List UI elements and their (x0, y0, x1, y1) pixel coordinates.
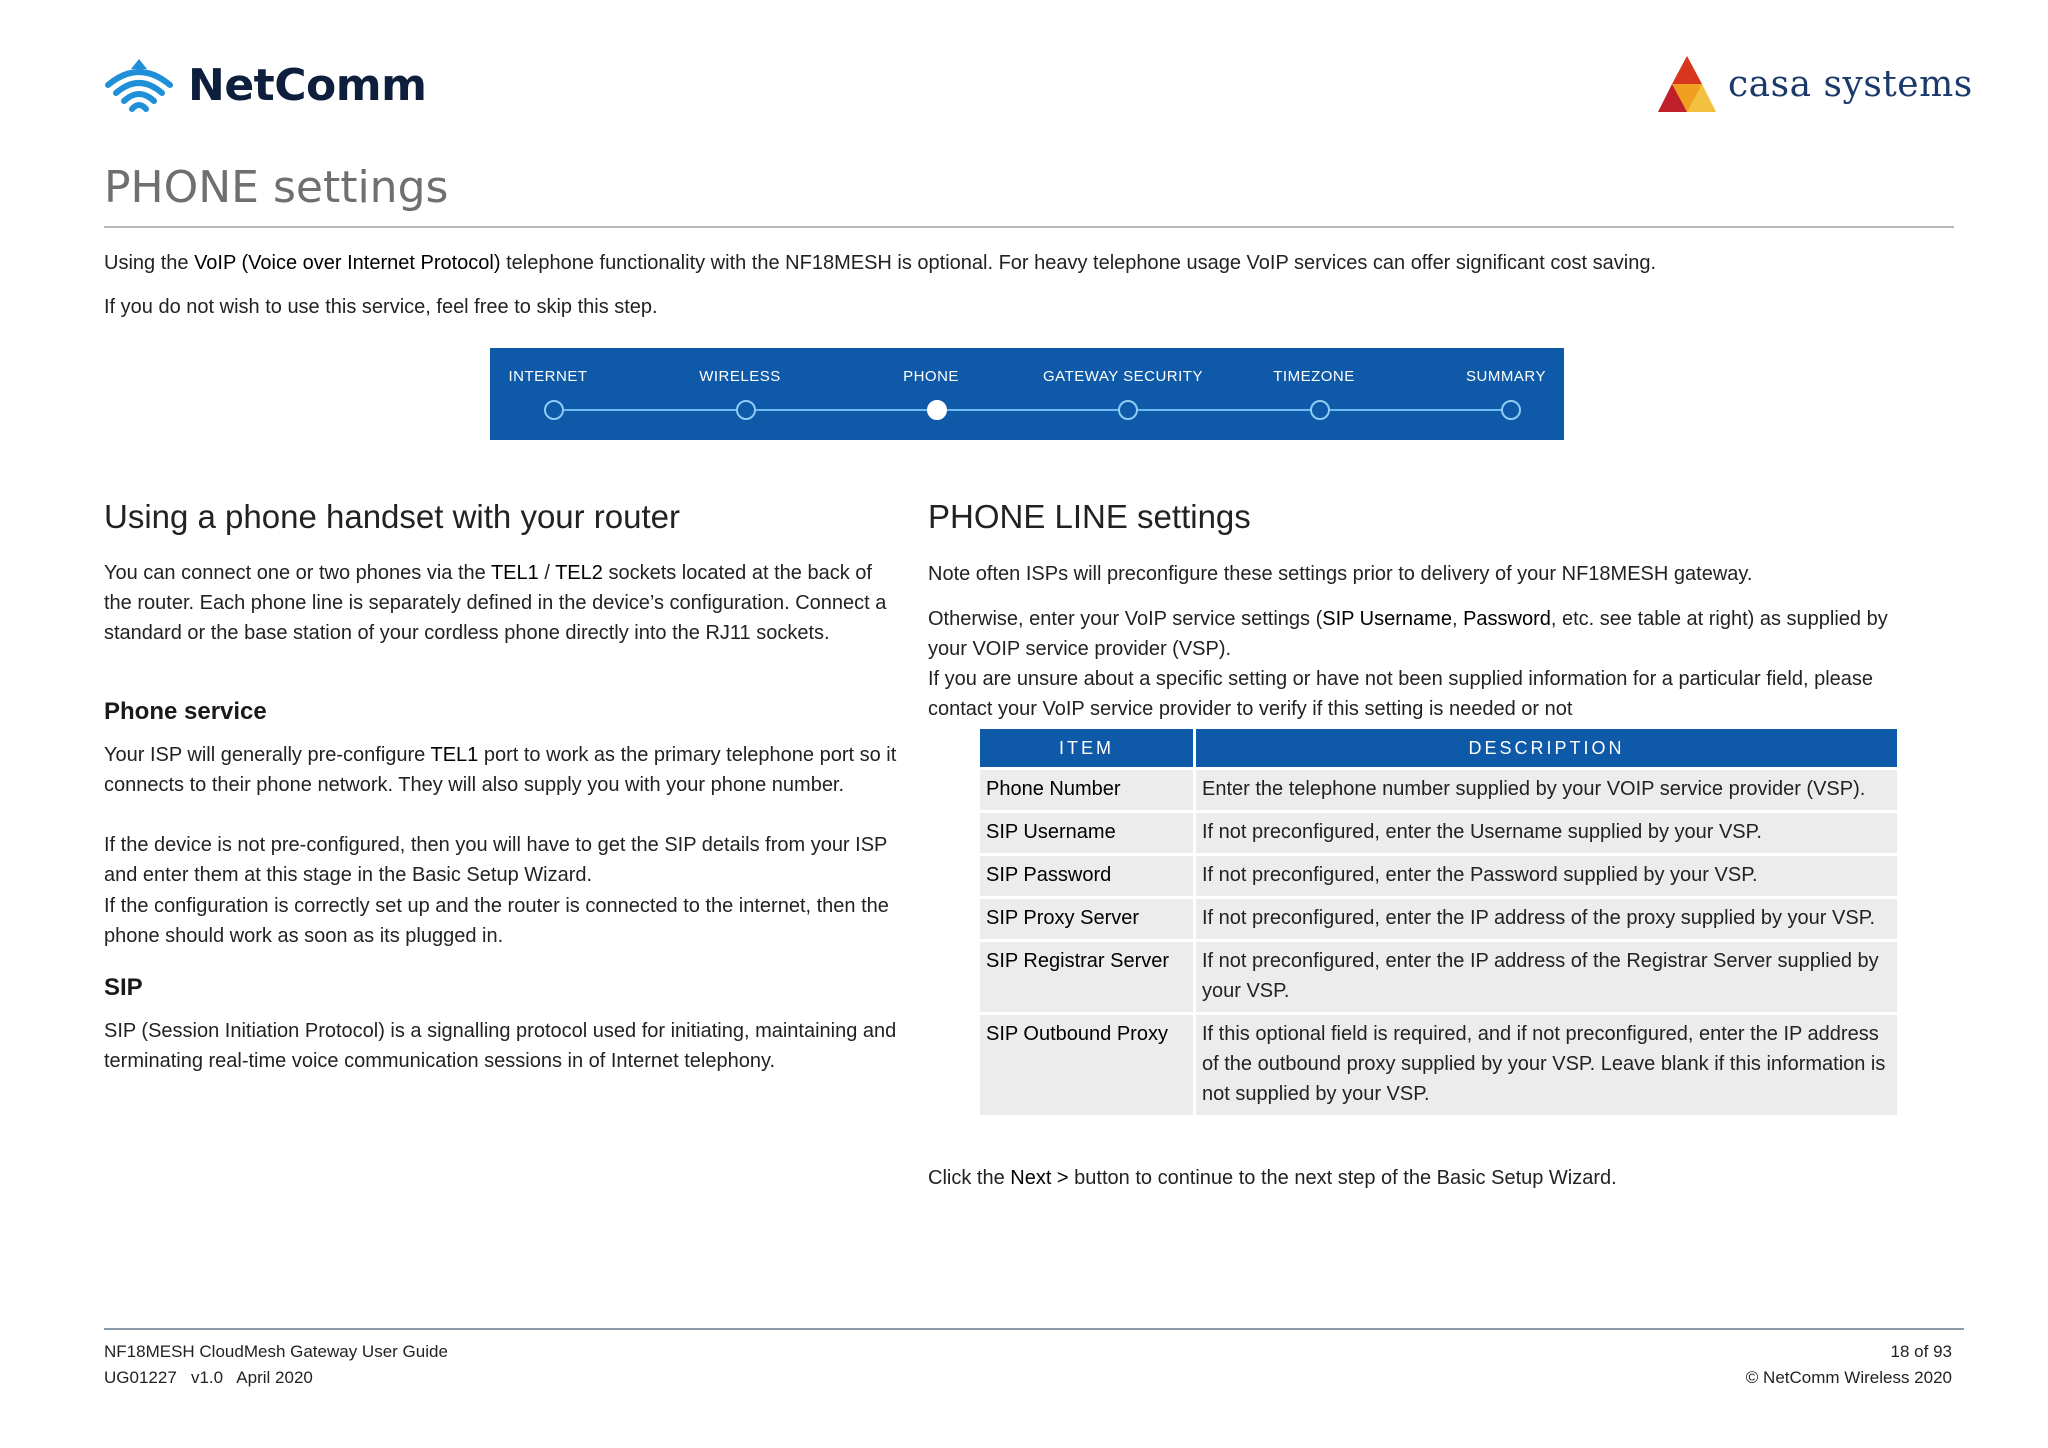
phone-service-paragraph-2: If the device is not pre-configured, then you will have to get the SIP details from your ISP and enter them at this stage in the Basic Setup Wizard. (104, 834, 888, 886)
table-cell-description: If not preconfigured, enter the IP address of the proxy supplied by your VSP. (1196, 896, 1897, 939)
tel1-term: TEL1 (490, 562, 539, 584)
wizard-step-internet-dot (544, 400, 564, 420)
intro-line-1 (104, 248, 1964, 278)
text: , etc. see table at right) as supplied by your VOIP service provider (VSP). (928, 608, 1888, 660)
tel1-term: TEL1 (430, 744, 479, 766)
text: , (1451, 608, 1464, 630)
phone-line-unsure-paragraph: If you are unsure about a specific setting or have not been supplied information for a particular field, please contact your VoIP service provider to verify if this setting is needed or not (928, 668, 1874, 720)
netcomm-brand-text: NetComm (188, 59, 427, 111)
text: Otherwise, enter your VoIP service settings ( (928, 608, 1323, 630)
table-row (980, 896, 1897, 939)
wizard-step-summary-dot (1501, 400, 1521, 420)
table-header-description: DESCRIPTION (1196, 729, 1897, 767)
wizard-step-gateway-security-dot (1118, 400, 1138, 420)
intro-text: Using the (104, 252, 195, 274)
text: button to continue to the next step of the Basic Setup Wizard. (1068, 1167, 1617, 1189)
intro-voip-term: VoIP (Voice over Internet Protocol) (194, 252, 501, 274)
text: / (538, 562, 556, 584)
phone-service-heading: Phone service (104, 698, 267, 725)
setup-wizard-progress (490, 348, 1564, 440)
page-title: PHONE settings (104, 162, 449, 213)
table-header-item: ITEM (980, 729, 1196, 767)
sip-paragraph: SIP (Session Initiation Protocol) is a signalling protocol used for initiating, maintaining and terminating real-time voice communication sessions in of Internet telephony. (104, 1020, 897, 1072)
wifi-signal-icon (104, 55, 174, 115)
text: Click the (928, 1167, 1011, 1189)
table-cell-description: If not preconfigured, enter the IP address of the Registrar Server supplied by your VSP. (1196, 939, 1897, 1012)
wizard-step-summary-label: SUMMARY (1466, 368, 1546, 385)
wizard-step-wireless-label: WIRELESS (699, 368, 781, 385)
footer-divider (104, 1328, 1964, 1330)
wizard-step-phone-label: PHONE (903, 368, 959, 385)
table-cell-item: SIP Registrar Server (980, 939, 1196, 1012)
sip-username-term: SIP Username (1322, 608, 1452, 630)
wizard-progress-line (554, 409, 1512, 411)
phone-service-paragraph (104, 740, 900, 800)
table-row (980, 810, 1897, 853)
tel2-term: TEL2 (555, 562, 603, 584)
wizard-step-timezone-label: TIMEZONE (1273, 368, 1355, 385)
phone-service-paragraph-3: If the configuration is correctly set up and the router is connected to the internet, then the phone should work as soon as its plugged in. (104, 895, 889, 947)
footer-page-number: 18 of 93 (1890, 1342, 1952, 1361)
wizard-step-phone-dot-active (927, 400, 947, 420)
footer-copyright: © NetComm Wireless 2020 (1745, 1368, 1952, 1387)
intro-line-2: If you do not wish to use this service, feel free to skip this step. (104, 296, 658, 318)
table-cell-item: Phone Number (980, 767, 1196, 810)
table-cell-description: If not preconfigured, enter the Password supplied by your VSP. (1196, 853, 1897, 896)
sip-heading: SIP (104, 974, 143, 1001)
footer-guide-title: NF18MESH CloudMesh Gateway User Guide (104, 1342, 448, 1361)
table-cell-item: SIP Proxy Server (980, 896, 1196, 939)
footer-version: UG01227 v1.0 April 2020 (104, 1368, 313, 1387)
casa-triangle-icon (1656, 54, 1718, 114)
intro-text: telephone functionality with the NF18MESH is optional. For heavy telephone usage VoIP services can offer significant cost saving. (500, 252, 1656, 274)
text: Your ISP will generally pre-configure (104, 744, 431, 766)
table-row (980, 1012, 1897, 1115)
handset-section-heading: Using a phone handset with your router (104, 498, 681, 535)
next-step-paragraph (928, 1163, 1928, 1193)
table-cell-item: SIP Outbound Proxy (980, 1012, 1196, 1115)
table-row (980, 853, 1897, 896)
wizard-step-timezone-dot (1310, 400, 1330, 420)
table-cell-item: SIP Username (980, 810, 1196, 853)
casa-brand-text: casa systems (1728, 63, 1973, 105)
phone-line-paragraph (928, 604, 1928, 664)
phone-line-note: Note often ISPs will preconfigure these settings prior to delivery of your NF18MESH gateway. (928, 563, 1753, 585)
table-cell-description: If not preconfigured, enter the Username supplied by your VSP. (1196, 810, 1897, 853)
phone-line-settings-table (980, 729, 1897, 1115)
wizard-step-wireless-dot (736, 400, 756, 420)
casa-systems-logo (1656, 54, 1973, 114)
phone-line-section-heading: PHONE LINE settings (928, 498, 1251, 535)
title-divider (104, 226, 1954, 228)
text: sockets located at the back of the router. Each phone line is separately defined in the device’s configuration. Connect a standard or the base station of your cordless phone directly into the RJ11 sockets. (104, 562, 887, 644)
wizard-step-internet-label: INTERNET (508, 368, 588, 385)
table-cell-description: If this optional field is required, and if not preconfigured, enter the IP address of the outbound proxy supplied by your VSP. Leave blank if this information is not supplied by your VSP. (1196, 1012, 1897, 1115)
table-header-row (980, 729, 1897, 767)
table-cell-description: Enter the telephone number supplied by your VOIP service provider (VSP). (1196, 767, 1897, 810)
table-row (980, 767, 1897, 810)
table-cell-item: SIP Password (980, 853, 1196, 896)
text: port to work as the primary telephone port so it connects to their phone network. They will also supply you with your phone number. (104, 744, 897, 796)
wizard-step-gateway-security-label: GATEWAY SECURITY (1043, 368, 1203, 385)
netcomm-logo (104, 50, 426, 120)
handset-paragraph (104, 558, 900, 648)
password-term: Password (1463, 608, 1551, 630)
next-button-reference: Next > (1010, 1167, 1069, 1189)
table-row (980, 939, 1897, 1012)
text: You can connect one or two phones via the (104, 562, 491, 584)
